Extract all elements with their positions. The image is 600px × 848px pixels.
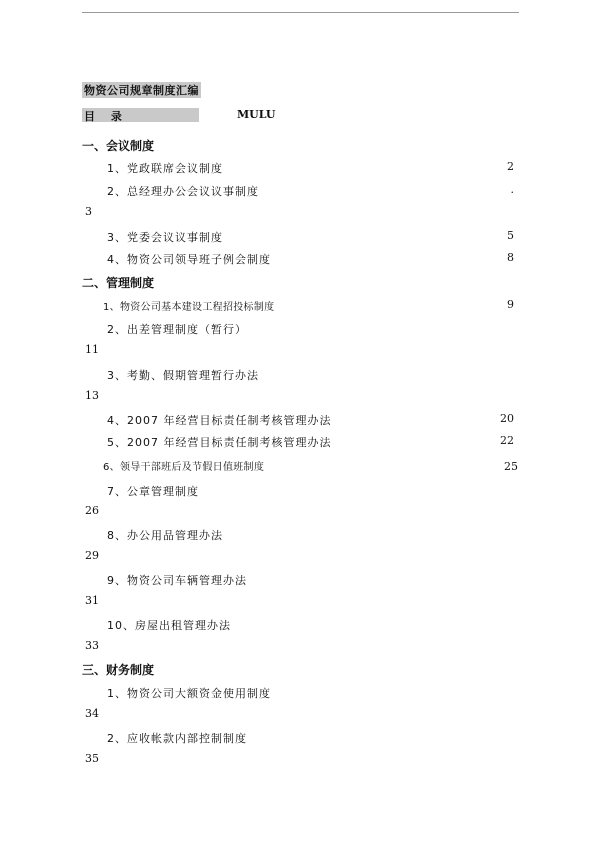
page-number: 33 [85,639,99,652]
header-rule [82,12,519,13]
toc-header [82,108,276,123]
trailing-mark: . [510,183,514,196]
page-number: 20 [500,412,514,425]
toc-entry[interactable]: 9、物资公司车辆管理办法 [107,574,247,587]
page-number: 34 [85,707,99,720]
page-number: 26 [85,504,99,517]
toc-entry[interactable]: 1、物资公司大额资金使用制度 [107,687,271,700]
toc-entry[interactable]: 4、物资公司领导班子例会制度 [107,253,271,266]
page-number: 25 [504,460,518,473]
page-number: 8 [507,251,514,264]
toc-entry[interactable]: 1、党政联席会议制度 [107,162,223,175]
page-number: 2 [507,160,514,173]
page-number: 11 [85,343,99,356]
toc-label-en: MULU [237,108,276,121]
document-title: 物资公司规章制度汇编 [84,84,199,97]
toc-entry[interactable]: 8、办公用品管理办法 [107,529,223,542]
toc-entry[interactable]: 2、总经理办公会议议事制度 [107,185,259,198]
toc-entry[interactable]: 2、应收帐款内部控制制度 [107,732,247,745]
toc-label-cn: 目 录 [84,110,128,123]
section-heading: 二、管理制度 [82,276,155,290]
toc-entry[interactable]: 2、出差管理制度（暂行） [107,323,247,336]
page-number: 29 [85,549,99,562]
page-number: 5 [507,229,514,242]
toc-entry[interactable]: 10、房屋出租管理办法 [107,619,231,632]
section-heading: 三、财务制度 [82,663,155,677]
page-number: 3 [85,205,92,218]
toc-entry[interactable]: 3、党委会议议事制度 [107,231,223,244]
toc-entry[interactable]: 1、物资公司基本建设工程招投标制度 [103,302,275,313]
page-number: 35 [85,752,99,765]
page-number: 22 [500,434,514,447]
toc-entry[interactable]: 4、2007 年经营目标责任制考核管理办法 [107,414,332,427]
page-number: 9 [507,298,514,311]
section-heading: 一、会议制度 [82,139,155,153]
toc-entry[interactable]: 6、领导干部班后及节假日值班制度 [103,462,265,473]
page-number: 13 [85,389,99,402]
toc-entry[interactable]: 7、公章管理制度 [107,485,199,498]
page-number: 31 [85,594,99,607]
toc-entry[interactable]: 3、考勤、假期管理暂行办法 [107,369,259,382]
toc-entry[interactable]: 5、2007 年经营目标责任制考核管理办法 [107,436,332,449]
